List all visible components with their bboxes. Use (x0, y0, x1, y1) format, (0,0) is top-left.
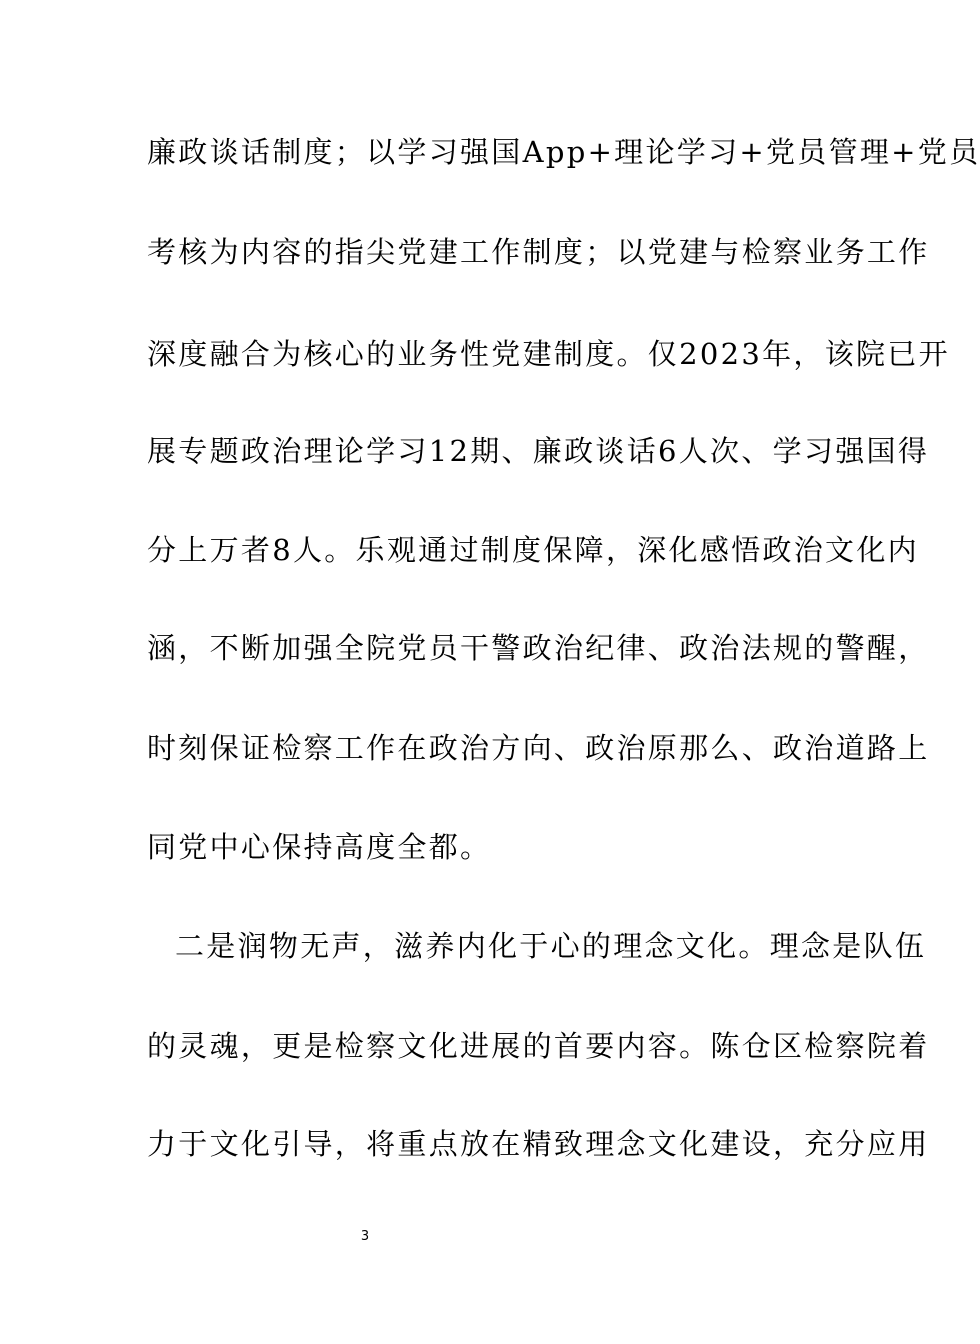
paragraph-2-line-2: 的灵魂，更是检察文化进展的首要内容。陈仓区检察院着 (147, 1029, 930, 1063)
text-line-5: 分上万者8人。乐观通过制度保障，深化感悟政治文化内 (147, 533, 919, 567)
text-line-6: 涵，不断加强全院党员干警政治纪律、政治法规的警醒， (147, 631, 930, 665)
text-line-8: 同党中心保持高度全都。 (147, 830, 492, 864)
text-line-2: 考核为内容的指尖党建工作制度；以党建与检察业务工作 (147, 235, 930, 269)
text-line-7: 时刻保证检察工作在政治方向、政治原那么、政治道路上 (147, 731, 930, 765)
paragraph-2-line-1: 二是润物无声，滋养内化于心的理念文化。理念是队伍 (175, 929, 927, 963)
text-line-4: 展专题政治理论学习12期、廉政谈话6人次、学习强国得 (147, 434, 930, 468)
page-number: 3 (360, 1229, 370, 1244)
text-line-3: 深度融合为核心的业务性党建制度。仅2023年，该院已开 (147, 337, 950, 371)
text-line-1: 廉政谈话制度；以学习强国App+理论学习+党员管理+党员 (147, 135, 980, 169)
paragraph-2-line-3: 力于文化引导，将重点放在精致理念文化建设，充分应用 (147, 1127, 930, 1161)
